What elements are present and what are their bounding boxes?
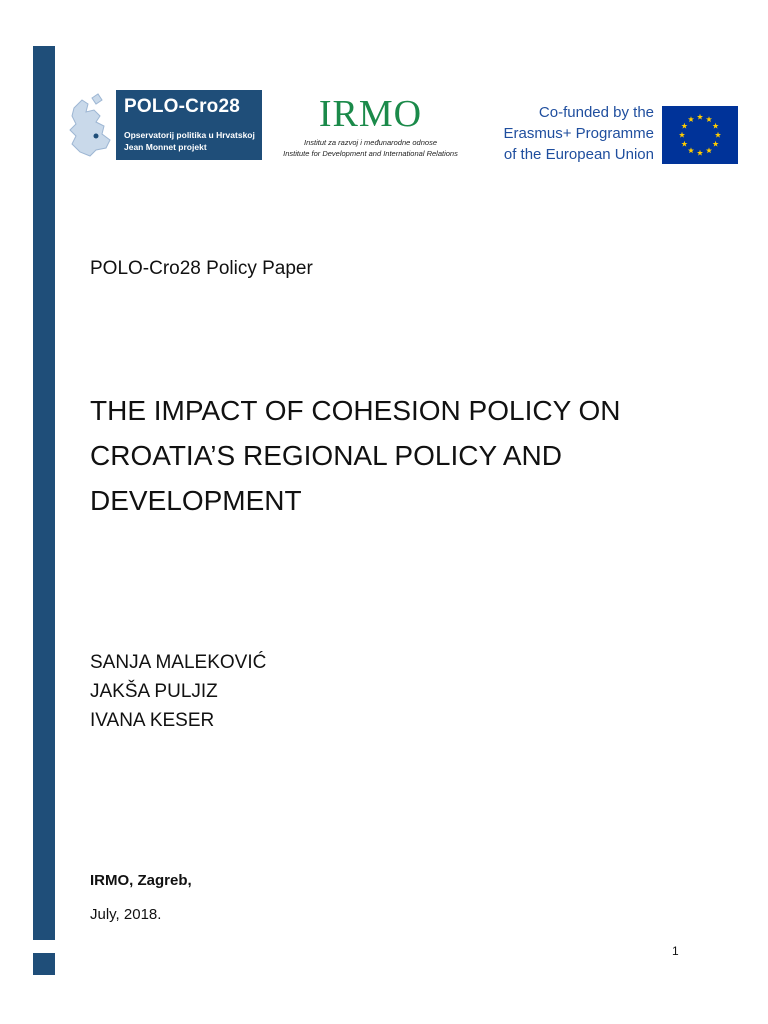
polo-logo-subtitle-1: Opservatorij politika u Hrvatskoj (124, 130, 255, 140)
polo-logo-subtitle-2: Jean Monnet projekt (124, 142, 207, 152)
erasmus-line-3: of the European Union (503, 146, 654, 163)
erasmus-line-1: Co-funded by the (538, 104, 654, 121)
header-logos (66, 90, 738, 166)
irmo-logo (268, 90, 473, 162)
document-title-line-3: DEVELOPMENT (90, 485, 302, 516)
author-name: IVANA KESER (90, 710, 215, 731)
document-title (90, 388, 690, 523)
paper-series-label: POLO-Cro28 Policy Paper (90, 258, 313, 279)
document-title-line-1: THE IMPACT OF COHESION POLICY ON (90, 395, 621, 426)
irmo-logo-title: IRMO (318, 93, 423, 135)
left-accent-square (33, 953, 55, 975)
erasmus-cofunding-text (484, 102, 654, 165)
publication-date: July, 2018. (90, 906, 162, 923)
left-accent-bar (33, 46, 55, 940)
polo-title-box (116, 90, 262, 160)
page-number: 1 (672, 944, 679, 958)
document-title-line-2: CROATIA’S REGIONAL POLICY AND (90, 440, 562, 471)
polo-cro28-logo (66, 90, 262, 160)
polo-logo-title: POLO-Cro28 (124, 96, 241, 117)
erasmus-line-2: Erasmus+ Programme (503, 125, 654, 142)
author-name: JAKŠA PULJIZ (90, 681, 218, 702)
irmo-logo-subtitle-2: Institute for Development and International Relations (283, 149, 458, 158)
europe-map-icon (66, 90, 118, 160)
author-list (90, 648, 266, 735)
institution-location: IRMO, Zagreb, (90, 872, 192, 889)
irmo-logo-subtitle-1: Institut za razvoj i međunarodne odnose (304, 138, 437, 147)
eu-flag-icon (662, 106, 738, 164)
author-name: SANJA MALEKOVIĆ (90, 652, 267, 673)
